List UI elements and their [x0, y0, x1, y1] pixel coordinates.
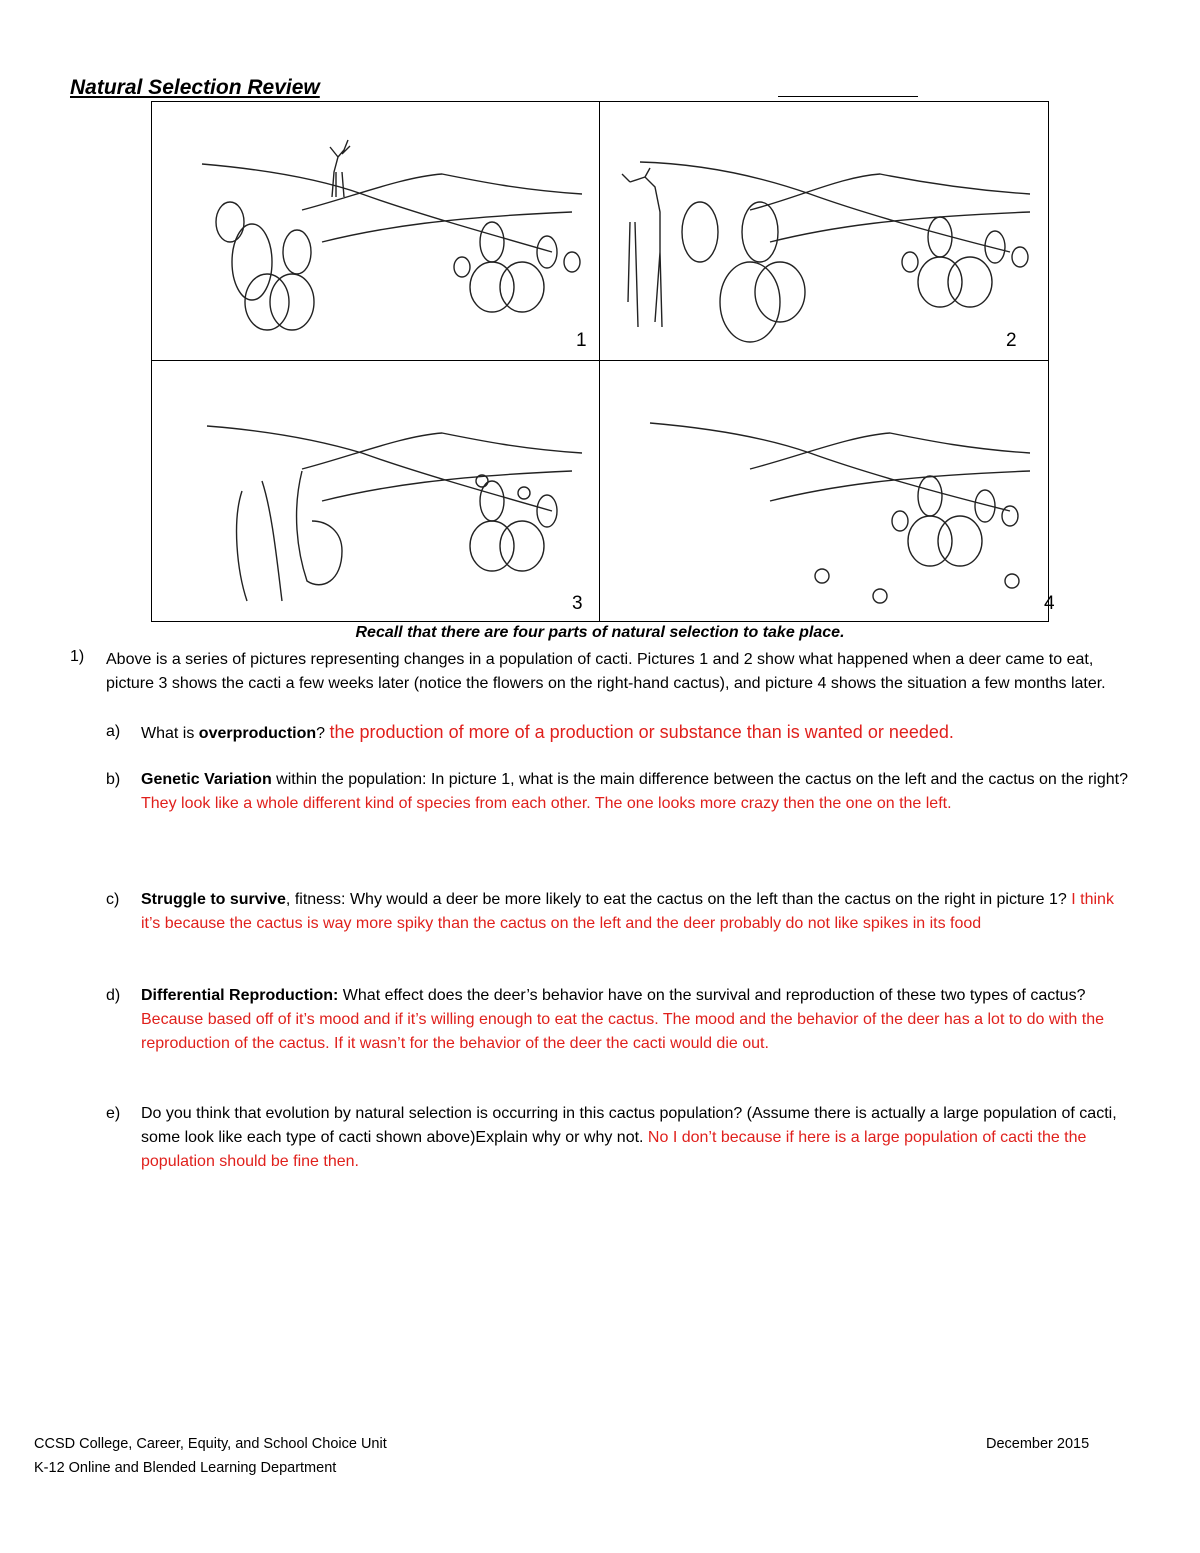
- part-e-answer: No I don’t because if here is a large population of cacti the the population should be fine then.: [141, 1129, 1087, 1170]
- part-b-letter: b): [106, 771, 121, 788]
- question-1-number: 1): [70, 648, 85, 665]
- figure-panel-2: [599, 101, 1049, 361]
- part-d: [141, 984, 1131, 1056]
- panel-2-drawing: [600, 102, 1050, 362]
- part-c-letter: c): [106, 891, 120, 908]
- part-a-answer: the production of more of a production or substance than is wanted or needed.: [329, 722, 954, 742]
- part-c-prompt: , fitness: Why would a deer be more likely to eat the cactus on the left than the cactus on the right in picture 1?: [285, 891, 1072, 908]
- footer-department: K-12 Online and Blended Learning Department: [34, 1460, 337, 1476]
- figure-panel-1: [151, 101, 600, 361]
- footer-unit: CCSD College, Career, Equity, and School Choice Unit: [34, 1436, 387, 1452]
- panel-3-drawing: [152, 361, 601, 623]
- page-title: Natural Selection Review: [70, 76, 320, 99]
- part-d-term: Differential Reproduction:: [141, 987, 339, 1004]
- panel-number-3: 3: [572, 593, 583, 614]
- name-blank-line: [778, 96, 918, 97]
- part-c-answer: I think it’s because the cactus is way more spiky than the cactus on the left and the deer probably do not like spikes in its food: [141, 891, 1114, 932]
- part-a-term: overproduction: [198, 725, 317, 742]
- part-d-prompt: What effect does the deer’s behavior have on the survival and reproduction of these two types of cactus?: [338, 987, 1086, 1004]
- part-e: [141, 1102, 1131, 1174]
- panel-number-2: 2: [1006, 330, 1017, 351]
- question-1-text: Above is a series of pictures representing changes in a population of cacti. Pictures 1 and 2 show what happened when a deer came to eat, picture 3 shows the cacti a few weeks later (notice the flowers on the right-hand cactus), and picture 4 shows the situation a few months later.: [106, 651, 1106, 692]
- figure-caption: Recall that there are four parts of natural selection to take place.: [355, 624, 845, 641]
- part-e-letter: e): [106, 1105, 121, 1122]
- footer-date: December 2015: [986, 1436, 1090, 1452]
- part-b-term: Genetic Variation: [141, 771, 272, 788]
- part-a-letter: a): [106, 723, 121, 740]
- part-b-prompt: within the population: In picture 1, what is the main difference between the cactus on the left and the cactus on the right?: [271, 771, 1128, 788]
- figure-panel-4: [599, 360, 1055, 622]
- part-d-letter: d): [106, 987, 121, 1004]
- part-b-answer: They look like a whole different kind of species from each other. The one looks more crazy then the one on the left.: [141, 795, 952, 812]
- panel-4-drawing: [600, 361, 1050, 623]
- panel-1-drawing: [152, 102, 601, 362]
- panel-number-4: 4: [1044, 593, 1055, 614]
- part-c-term: Struggle to survive: [141, 891, 286, 908]
- part-e-prompt: Do you think that evolution by natural selection is occurring in this cactus population? (Assume there is actually a large population of cacti, some look like each type of cacti shown above)Explain why or why not.: [141, 1105, 1117, 1146]
- cactus-figure-grid: [151, 101, 1055, 622]
- panel-number-1: 1: [576, 330, 587, 351]
- part-d-answer: Because based off of it’s mood and if it’s willing enough to eat the cactus. The mood and the behavior of the deer has a lot to do with the reproduction of the cactus. If it wasn’t for the behavior of the deer the cacti would die out.: [141, 1011, 1104, 1052]
- figure-panel-3: [151, 360, 600, 622]
- part-a-prompt: What is: [141, 725, 199, 742]
- part-b: [141, 768, 1131, 816]
- part-a: [141, 720, 1131, 746]
- part-a-prompt-end: ?: [316, 725, 330, 742]
- part-c: [141, 888, 1131, 936]
